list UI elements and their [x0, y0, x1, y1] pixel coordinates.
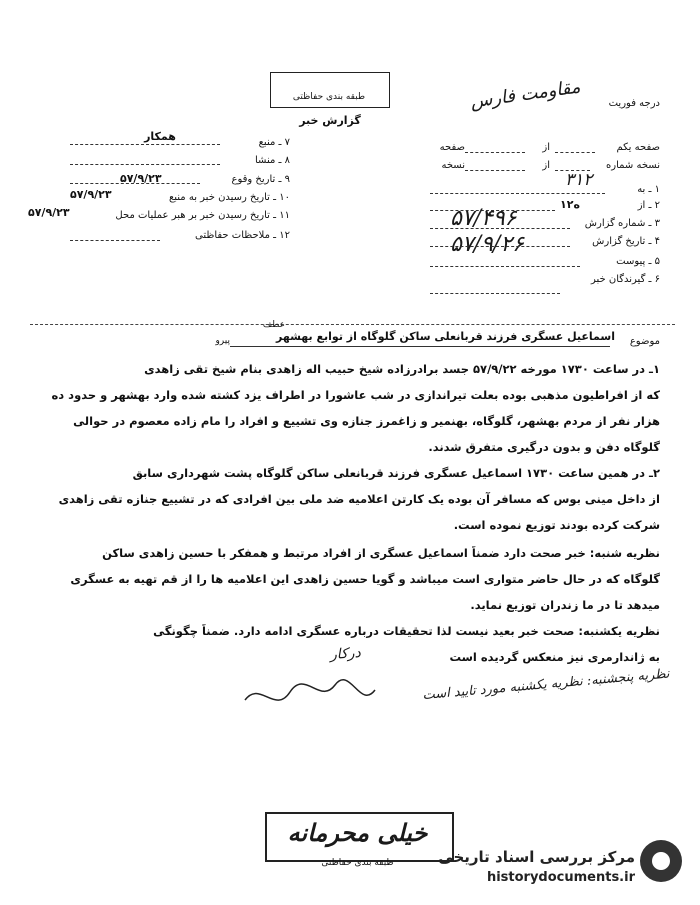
watermark-title: مرکز بررسی اسناد تاریخی — [438, 848, 635, 866]
item-from: ۲ ـ از — [637, 200, 660, 211]
item-from-value: ۱ه۲ — [560, 198, 580, 211]
body-line: به ژاندارمری نیز منعکس گردیده است — [449, 650, 660, 664]
field-received-ops-value: ۵۷/۹/۲۳ — [28, 206, 70, 219]
field-source-value: همکار — [144, 130, 176, 143]
page-unit: صفحه — [439, 142, 465, 153]
body-line: ۱ـ در ساعت ۱۷۳۰ مورخه ۵۷/۹/۲۲ جسد برادرزاده شیخ حبیب اله زاهدی بنام شیخ تقی زاهدی — [144, 362, 660, 376]
field-event-date-value: ۵۷/۹/۲۳ — [120, 172, 162, 185]
body-line: ۲ـ در همین ساعت ۱۷۳۰ اسماعیل عسگری فرزند قربانعلی ساکن گلوگاه پشت شهرداری سابق — [132, 466, 660, 480]
body-line: که از افراطیون مذهبی بوده بعلت تیراندازی در شب عاشورا در اطراف یزد کشته شده وارد بهشهر و حدود ده — [51, 388, 660, 402]
dotted-line — [70, 144, 220, 145]
field-received-ops-label: ۱۱ ـ تاریخ رسیدن خبر بر هبر عملیات محل — [115, 210, 290, 221]
body-line: هزار نفر از مردم بهشهر، گلوگاه، بهنمیر و زاغمرز جنازه وی تشییع و افراد را مام زاده معصوم در حوالی — [73, 414, 660, 428]
dotted-line — [465, 170, 525, 171]
dotted-line — [465, 152, 525, 153]
subject-label: موضوع — [629, 336, 660, 347]
handwritten-top-note: مقاومت فارس — [469, 76, 582, 113]
subject-text: اسماعیل عسگری فرزند قربانعلی ساکن گلوگاه از توابع بهشهر — [276, 330, 615, 343]
priority-label: درجه فوریت — [608, 98, 660, 109]
item-recipients: ۶ ـ گیرندگان خبر — [590, 274, 660, 285]
watermark-url: historydocuments.ir — [486, 870, 635, 885]
dotted-line — [430, 266, 580, 267]
top-classification-label: طبقه بندی حفاظتی — [292, 92, 366, 102]
field-event-date-label: ۹ ـ تاریخ وقوع — [231, 174, 290, 185]
watermark-logo-inner — [652, 852, 670, 870]
field-security-notes-label: ۱۲ ـ ملاحظات حفاظتی — [195, 230, 290, 241]
dotted-line — [70, 183, 200, 184]
handwritten-after-body: درکار — [329, 644, 362, 664]
field-origin-label: ۸ ـ منشا — [254, 155, 290, 166]
subject-side-note: عطف — [262, 320, 285, 330]
bottom-classification-label: طبقه بندی حفاظتی — [321, 858, 394, 868]
dotted-line — [430, 228, 570, 229]
body-line: گلوگاه که در حال حاضر متواری است میباشد و گویا حسین زاهدی این اعلامیه ها را از قم تهیه به عسگری — [70, 572, 660, 586]
separator-line — [30, 324, 675, 325]
top-classification-stamp — [270, 72, 390, 108]
bottom-stamp-text: خیلی محرمانه — [287, 818, 428, 847]
report-number-value: ۵۷/۴۹۶ — [450, 206, 517, 231]
field-received-source-label: ۱۰ ـ تاریخ رسیدن خبر به منبع — [168, 192, 290, 203]
dotted-line — [555, 152, 595, 153]
body-line: نظریه شنبه: خبر صحت دارد ضمناً اسماعیل عسگری از افراد مرتبط و همفکر با حسین زاهدی ساکن — [102, 546, 660, 560]
subject-side-note-2: پیرو — [215, 336, 230, 346]
item-report-number: ۳ ـ شماره گزارش — [584, 218, 660, 229]
dotted-line — [430, 293, 560, 294]
dotted-line — [430, 193, 605, 194]
field-source-label: ۷ ـ منبع — [258, 137, 290, 148]
field-received-source-value: ۵۷/۹/۲۳ — [70, 188, 112, 201]
dotted-line — [430, 246, 570, 247]
page-label: صفحه یکم — [616, 142, 660, 153]
copy-value: ۳۱۲ — [565, 170, 593, 190]
body-line: نظریه یکشنبه: صحت خبر بعید نیست لذا تحقیقات درباره عسگری ادامه دارد. ضمناً چگونگی — [153, 624, 660, 638]
item-to: ۱ ـ به — [637, 184, 660, 195]
report-title: گزارش خبر — [299, 114, 361, 127]
signature-mark — [240, 670, 380, 720]
copy-of: از — [542, 160, 550, 171]
copy-label: نسخه شماره — [606, 160, 660, 171]
body-line: شرکت کرده بودند توزیع نموده است. — [453, 518, 660, 532]
item-report-date: ۴ ـ تاریخ گزارش — [592, 236, 660, 247]
item-attachment: ۵ ـ پیوست — [616, 256, 660, 267]
copy-unit: نسخه — [441, 160, 465, 171]
body-line: گلوگاه دفن و بدون درگیری متفرق شدند. — [428, 440, 660, 454]
handwritten-signature-note: نظریه پنجشنبه: نظریه یکشنبه مورد تایید است — [421, 666, 671, 704]
dotted-line — [70, 164, 220, 165]
body-line: میدهد تا در ما زندران توزیع نماید. — [470, 598, 660, 612]
body-line: از داخل مینی بوس که مسافر آن بوده یک کارتن اعلامیه ضد ملی بین افرادی که در تشییع جنازه تقی زاهدی — [58, 492, 660, 506]
report-date-value: ۵۷/۹/۲۶ — [450, 232, 524, 257]
subject-underline — [230, 346, 610, 347]
page-of: از — [542, 142, 550, 153]
dotted-line — [70, 240, 160, 241]
